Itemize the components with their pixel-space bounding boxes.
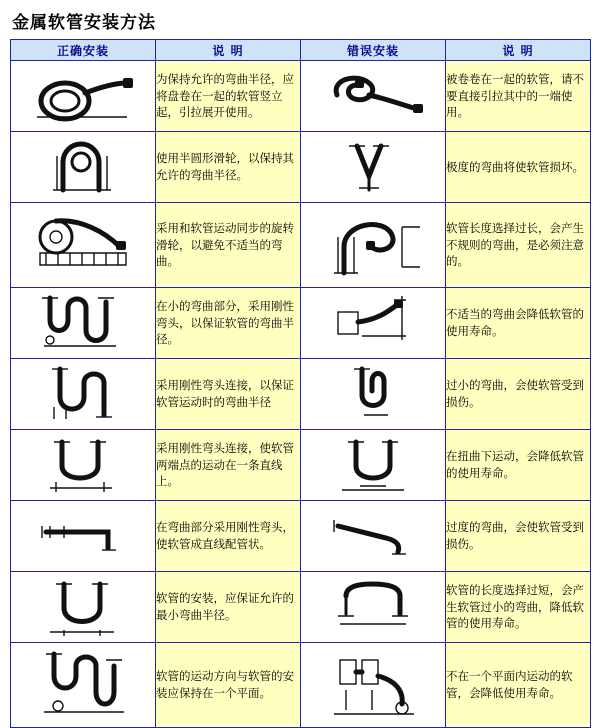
description-cell: 过度的弯曲，会使软管受到损伤。 <box>446 501 591 572</box>
table-row <box>11 501 591 572</box>
description-cell: 过小的弯曲，会使软管受到损伤。 <box>446 359 591 430</box>
table-row <box>11 359 591 430</box>
table-row <box>11 61 591 132</box>
figure-straight-piping-with-elbow <box>11 501 156 572</box>
table-row <box>11 572 591 643</box>
figure-excess-length-small-bend <box>301 572 446 643</box>
description-cell: 软管的运动方向与软管的安装应保持在一个平面。 <box>156 643 301 728</box>
description-cell: 极度的弯曲将使软管损坏。 <box>446 132 591 203</box>
figure-coiled-hose-pulled <box>301 61 446 132</box>
table-row <box>11 203 591 288</box>
figure-excessive-bend-damage <box>301 501 446 572</box>
description-cell: 被卷卷在一起的软管，请不要直接引拉其中的一端使用。 <box>446 61 591 132</box>
description-cell: 采用刚性弯头连接，以保证软管运动时的弯曲半径 <box>156 359 301 430</box>
figure-too-long-hose-irregular-bend <box>301 203 446 288</box>
figure-improper-bend-shortens-life <box>301 288 446 359</box>
column-header-wrong-install: 错误安装 <box>301 40 446 61</box>
hose-installation-table <box>10 39 591 728</box>
description-cell: 在弯曲部分采用刚性弯头，使软管成直线配管状。 <box>156 501 301 572</box>
figure-minimum-bend-radius-install <box>11 572 156 643</box>
page-title: 金属软管安装方法 <box>12 13 156 33</box>
description-cell: 不在一个平面内运动的软管，会降低使用寿命。 <box>446 643 591 728</box>
figure-coiled-hose-standing <box>11 61 156 132</box>
figure-twisting-motion <box>301 430 446 501</box>
table-row <box>11 430 591 501</box>
description-cell: 在小的弯曲部分，采用刚性弯头，以保证软管的弯曲半径。 <box>156 288 301 359</box>
table-row <box>11 643 591 728</box>
table-row <box>11 288 591 359</box>
column-header-correct-description: 说 明 <box>156 40 301 61</box>
description-cell: 软管的长度选择过短，会产生软管过小的弯曲，降低软管的使用寿命。 <box>446 572 591 643</box>
description-cell: 在扭曲下运动，会降低软管的使用寿命。 <box>446 430 591 501</box>
figure-rigid-elbow-straight-line-motion <box>11 430 156 501</box>
figure-synchronized-rotating-pulley <box>11 203 156 288</box>
figure-rigid-elbow-connection <box>11 359 156 430</box>
figure-semicircular-pulley <box>11 132 156 203</box>
column-header-wrong-description: 说 明 <box>446 40 591 61</box>
figure-too-small-bend-damage <box>301 359 446 430</box>
description-cell: 软管长度选择过长，会产生不规则的弯曲，是必须注意的。 <box>446 203 591 288</box>
table-row <box>11 132 591 203</box>
description-cell: 采用刚性弯头连接，使软管两端点的运动在一条直线上。 <box>156 430 301 501</box>
table-header-row <box>11 40 591 61</box>
figure-rigid-bend-small-radius <box>11 288 156 359</box>
description-cell: 软管的安装，应保证允许的最小弯曲半径。 <box>156 572 301 643</box>
column-header-correct-install: 正确安装 <box>11 40 156 61</box>
description-cell: 使用半圆形滑轮，以保持其允许的弯曲半径。 <box>156 132 301 203</box>
figure-out-of-plane-motion <box>301 643 446 728</box>
description-cell: 为保持允许的弯曲半径，应将盘卷在一起的软管竖立起，引拉展开使用。 <box>156 61 301 132</box>
figure-sharp-bend-hose <box>301 132 446 203</box>
description-cell: 采用和软管运动同步的旋转滑轮，以避免不适当的弯曲。 <box>156 203 301 288</box>
description-cell: 不适当的弯曲会降低软管的使用寿命。 <box>446 288 591 359</box>
figure-same-plane-motion <box>11 643 156 728</box>
